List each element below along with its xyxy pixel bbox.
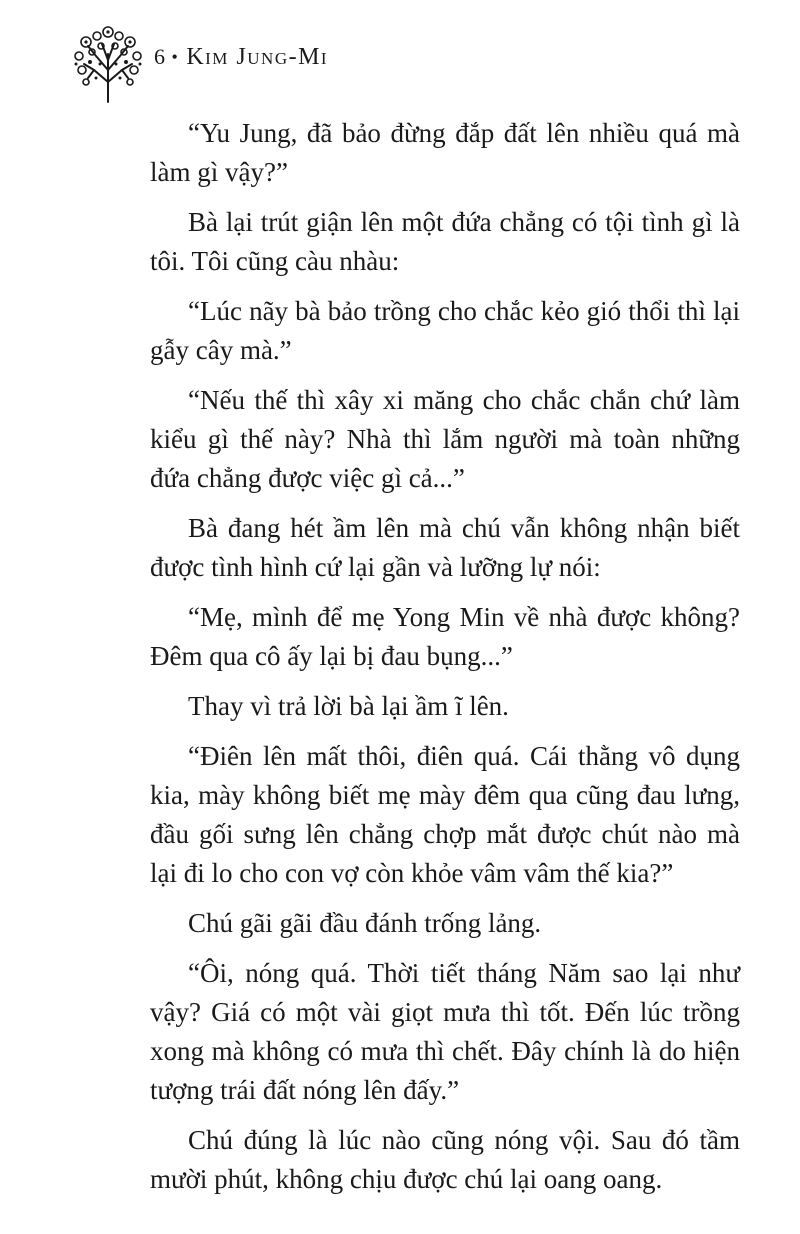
paragraph: “Điên lên mất thôi, điên quá. Cái thằng vô dụng kia, mày không biết mẹ mày đêm qua cũng đau lưng, đầu gối sưng lên chẳng chợp mắt được chút nào mà lại đi lo cho con vợ còn khỏe vâm vâm thế kia?” — [150, 741, 740, 888]
running-head-text — [154, 44, 328, 71]
page-number: 6 — [154, 44, 166, 69]
header-separator: • — [171, 46, 179, 67]
paragraph: Bà đang hét ầm lên mà chú vẫn không nhận biết được tình hình cứ lại gần và lưỡng lự nói: — [150, 513, 740, 582]
paragraph: “Mẹ, mình để mẹ Yong Min về nhà được không? Đêm qua cô ấy lại bị đau bụng...” — [150, 602, 740, 671]
paragraph: Chú gãi gãi đầu đánh trống lảng. — [188, 908, 542, 938]
paragraph: Bà lại trút giận lên một đứa chẳng có tội tình gì là tôi. Tôi cũng càu nhàu: — [150, 207, 740, 276]
paragraph: “Ôi, nóng quá. Thời tiết tháng Năm sao lại như vậy? Giá có một vài giọt mưa thì tốt. Đến lúc trồng xong mà không có mưa thì chết. Đây chính là do hiện tượng trái đất nóng lên đấy.” — [150, 958, 740, 1105]
paragraph: Chú đúng là lúc nào cũng nóng vội. Sau đó tầm mười phút, không chịu được chú lại oang oang. — [150, 1125, 740, 1194]
body-text — [150, 114, 740, 1210]
paragraph: “Yu Jung, đã bảo đừng đắp đất lên nhiều quá mà làm gì vậy?” — [150, 118, 740, 187]
paragraph: Thay vì trả lời bà lại ầm ĩ lên. — [188, 691, 509, 721]
author-name: Kim Jung-Mi — [186, 43, 329, 70]
paragraph: “Nếu thế thì xây xi măng cho chắc chắn chứ làm kiểu gì thế này? Nhà thì lắm người mà toàn những đứa chẳng được việc gì cả...” — [150, 385, 740, 493]
paragraph: “Lúc nãy bà bảo trồng cho chắc kẻo gió thổi thì lại gẫy cây mà.” — [150, 296, 740, 365]
tree-logo-icon — [70, 24, 146, 104]
running-head — [70, 24, 328, 104]
